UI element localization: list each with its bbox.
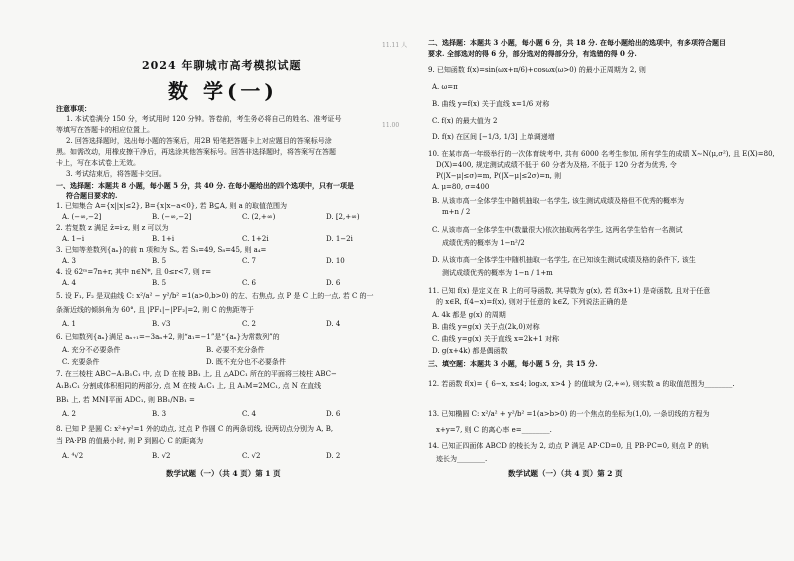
- option-a: A. (−∞,−2]: [62, 213, 102, 221]
- section-3-heading: 三、填空题：本题共 3 小题，每小题 5 分，共 15 分.: [428, 359, 598, 368]
- option-d: D. [2,+∞): [326, 213, 360, 221]
- notice-line: 2. 回答选择题时，选出每小题的答案后，用2B 铅笔把答题卡上对应题目的答案标号涂: [66, 137, 332, 145]
- option-c: C. 7: [242, 257, 257, 265]
- question-8: 8. 已知 P 是圆 C: x²+y²=1 外的动点, 过点 P 作圆 C 的两条切线, 设两切点分别为 A, B,: [56, 425, 334, 433]
- section-2-heading-cont: 要求. 全部选对的得 6 分，部分选对的得部分分，有选错的得 0 分.: [428, 49, 637, 58]
- section-2-heading: 二、选择题：本题共 3 小题，每小题 6 分，共 18 分. 在每小题给出的选项中，有多项符合题目: [428, 38, 726, 47]
- option-c: C. 曲线 y=g(x) 关于直线 x=2k+1 对称: [432, 335, 559, 343]
- question-7-cont: A₁B₁C₁ 分割成体积相同的两部分, 点 M 在棱 A₁C₁ 上, 且 A₁M=2MC₁, 点 N 在直线: [56, 382, 322, 390]
- option-c: C. 从该市高一全体学生中(数量很大)依次抽取两名学生, 这两名学生恰有一名测试: [432, 226, 683, 234]
- question-7: 7. 在三棱柱 ABC−A₁B₁C₁ 中, 点 D 在棱 BB₁ 上, 且 △ADC₁ 所在的平面将三棱柱 ABC−: [56, 370, 337, 378]
- question-4: 4. 设 62ᵐ=7n+r, 其中 n∈N*, 且 0≤r<7, 则 r=: [56, 268, 212, 276]
- question-13: 13. 已知椭圆 C: x²/a² + y²/b² =1(a>b>0) 的一个焦点的坐标为(1,0), 一条切线的方程为: [428, 410, 710, 418]
- question-14: 14. 已知正四面体 ABCD 的棱长为 2, 动点 P 满足 AP·CD=0, 且 PB·PC=0, 则点 P 的轨: [428, 442, 709, 450]
- question-13-cont: x+y=7, 则 C 的离心率 e=________.: [436, 426, 552, 434]
- question-12: 12. 若函数 f(x)= { 6−x, x≤4; log₂x, x>4 } 的值域为 (2,+∞), 则实数 a 的取值范围为________.: [428, 380, 735, 388]
- notice-heading: 注意事项：: [56, 104, 91, 113]
- option-b: B. 从该市高一全体学生中随机抽取一名学生, 该生测试成绩及格但不优秀的概率为: [432, 197, 685, 205]
- question-10: 10. 在某市高一年级举行的一次体育统考中, 共有 6000 名考生参加, 所有学生的成绩 X∼N(μ,σ²), 且 E(X)=80,: [428, 150, 775, 158]
- question-14-cont: 迹长为________.: [436, 455, 488, 463]
- question-3: 3. 已知等差数列{aₙ}的前 n 项和为 Sₙ, 若 S₅=49, S₈=45, 则 a₄=: [56, 246, 267, 254]
- option-d: D. g(x+4k) 都是偶函数: [432, 347, 508, 355]
- option-d: D. 2: [326, 452, 341, 460]
- question-10-cont: D(X)=400, 规定测试成绩不低于 60 分者为及格, 不低于 120 分者为优秀, 令: [436, 161, 677, 169]
- option-b: B. (−∞,−2]: [152, 213, 192, 221]
- option-d: D. 4: [326, 320, 341, 328]
- option-a: A. μ=80, σ=400: [432, 183, 490, 191]
- option-c: C. 6: [242, 279, 257, 287]
- option-d: D. 6: [326, 410, 341, 418]
- question-11: 11. 已知 f(x) 是定义在 R 上的可导函数, 其导数为 g(x), 若 f(3x+1) 是奇函数, 且对于任意: [428, 287, 711, 295]
- option-a: A. 4: [62, 279, 76, 287]
- question-7-cont: BB₁ 上, 若 MN∥平面 ADC₁, 则 BB₁/NB₁ =: [56, 396, 195, 404]
- option-b: B. √3: [152, 320, 171, 328]
- option-c: C. 2: [242, 320, 257, 328]
- option-a: A. 3: [62, 257, 76, 265]
- notice-line: 3. 考试结束后，将答题卡交回。: [66, 170, 166, 178]
- option-d: D. 6: [326, 279, 341, 287]
- question-8-cont: 当 PA·PB 的值最小时, 则 P 到圆心 C 的距离为: [56, 437, 204, 445]
- option-a: A. 4k 都是 g(x) 的周期: [432, 311, 506, 319]
- option-c: C. (2,+∞): [242, 213, 276, 221]
- option-b: B. √2: [152, 452, 171, 460]
- option-b: B. 5: [152, 257, 167, 265]
- notice-line: 1. 本试卷满分 150 分，考试用时 120 分钟。答卷前，考生务必将自己的姓名、准考证号: [66, 115, 342, 123]
- margin-mark: 11.00: [382, 122, 400, 129]
- notice-line: 卡上，写在本试卷上无效。: [56, 159, 140, 167]
- option-a: A. 充分不必要条件: [62, 346, 121, 354]
- notice-line: 等填写在答题卡的相应位置上。: [56, 126, 154, 134]
- option-a: A. 2: [62, 410, 76, 418]
- page-2: [428, 0, 788, 561]
- question-9: 9. 已知函数 f(x)=sin(ωx+π/6)+cosωx(ω>0) 的最小正周期为 2, 则: [428, 66, 646, 74]
- question-5-cont: 条渐近线的倾斜角为 60°, 且 |PF₁|−|PF₂|=2, 则 C 的焦距等于: [56, 306, 254, 314]
- option-c-cont: 成绩优秀的概率为 1−n²/2: [442, 239, 525, 247]
- option-c: C. 1+2i: [242, 235, 269, 243]
- question-10-cont: P(|X−μ|≤σ)=m, P(|X−μ|≤2σ)=n, 则: [436, 172, 562, 180]
- option-b: B. 5: [152, 279, 167, 287]
- option-d: D. 从该市高一全体学生中随机抽取一名学生, 在已知该生测试成绩及格的条件下, 该生: [432, 256, 696, 264]
- notice-line: 黑。如需改动，用橡皮擦干净后，再选涂其他答案标号。回答非选择题时，将答案写在答题: [56, 148, 336, 156]
- option-d-cont: 测试成绩优秀的概率为 1−n / 1+m: [442, 269, 553, 277]
- option-b: B. 曲线 y=f(x) 关于直线 x=1/6 对称: [432, 100, 550, 108]
- section-1-heading-cont: 符合题目要求的.: [66, 191, 118, 200]
- option-c: C. 充要条件: [62, 358, 100, 366]
- question-2: 2. 若复数 z 满足 z̄=i·z, 则 z 可以为: [56, 224, 169, 232]
- option-c: C. f(x) 的最大值为 2: [432, 117, 498, 125]
- option-c: C. √2: [242, 452, 261, 460]
- page-footer: 数学试题（一）（共 4 页）第 1 页: [166, 469, 281, 478]
- option-a: A. ω=π: [432, 83, 458, 91]
- subject-title: 数 学(一): [168, 79, 278, 103]
- section-1-heading: 一、选择题：本题共 8 小题，每小题 5 分，共 40 分. 在每小题给出的四个选项中，只有一项是: [56, 181, 354, 190]
- question-11-cont: 的 x∈R, f(4−x)=f(x), 则对于任意的 k∈Z, 下列说法正确的是: [436, 298, 628, 306]
- page-footer: 数学试题（一）（共 4 页）第 2 页: [508, 469, 623, 478]
- option-d: D. 既不充分也不必要条件: [206, 358, 286, 366]
- option-a: A. 1−i: [62, 235, 85, 243]
- option-b: B. 曲线 y=g(x) 关于点(2k,0)对称: [432, 323, 540, 331]
- option-b: B. 3: [152, 410, 167, 418]
- page-1: [56, 0, 416, 561]
- exam-title: 2024 年聊城市高考模拟试题: [142, 59, 302, 72]
- option-d: D. 10: [326, 257, 345, 265]
- option-b-cont: m+n / 2: [442, 208, 471, 216]
- option-a: A. ⁴√2: [62, 452, 84, 460]
- option-a: A. 1: [62, 320, 76, 328]
- option-b: B. 必要不充分条件: [206, 346, 265, 354]
- margin-mark: 11.11 人: [382, 42, 408, 49]
- option-c: C. 4: [242, 410, 257, 418]
- question-6: 6. 已知数列{aₙ}满足 aₙ₊₁=−3aₙ+2, 则“a₁=−1”是“{aₙ}为常数列”的: [56, 333, 280, 341]
- option-d: D. f(x) 在区间 [−1/3, 1/3] 上单调递增: [432, 133, 555, 141]
- question-1: 1. 已知集合 A={x||x|≤2}, B={x|x−a<0}, 若 B⊆A, 则 a 的取值范围为: [56, 202, 288, 210]
- question-5: 5. 设 F₁, F₂ 是双曲线 C: x²/a² − y²/b² =1(a>0,b>0) 的左、右焦点, 点 P 是 C 上的一点, 若 C 的一: [56, 292, 374, 300]
- option-b: B. 1+i: [152, 235, 175, 243]
- option-d: D. 1−2i: [326, 235, 353, 243]
